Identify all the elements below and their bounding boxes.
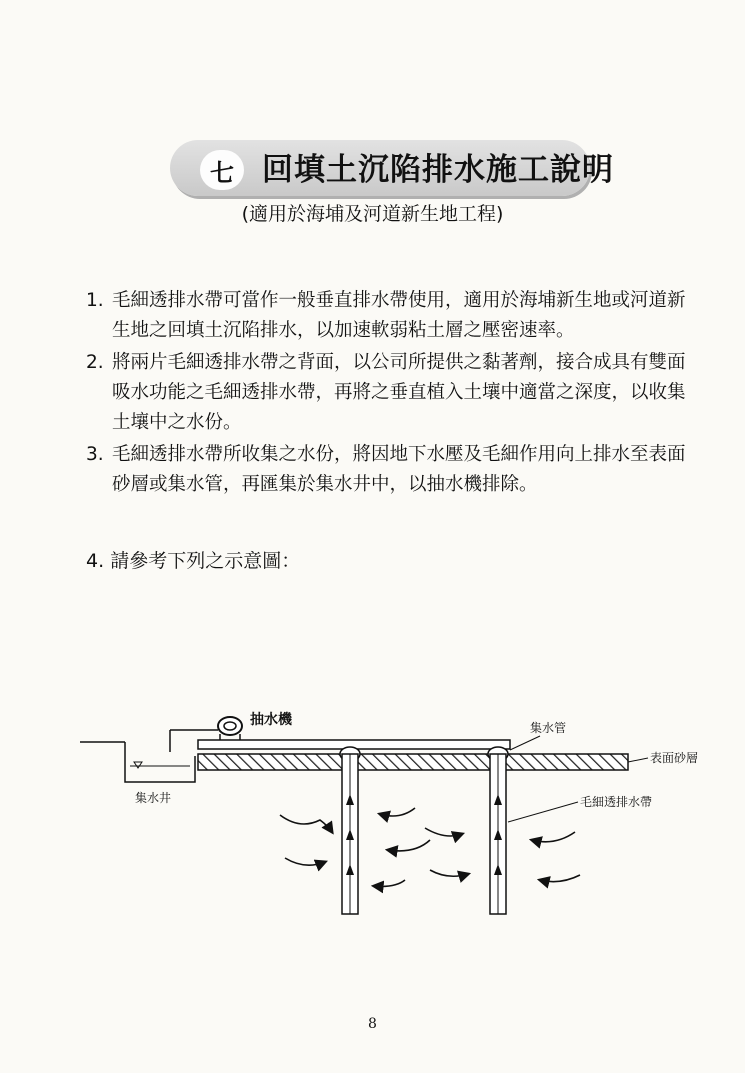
drainage-diagram xyxy=(70,690,710,920)
item-number: 2. xyxy=(86,352,104,373)
label-sump: 集水井 xyxy=(135,791,172,805)
leader-drain-belt xyxy=(508,802,578,822)
item-number: 1. xyxy=(86,290,104,311)
instruction-list xyxy=(86,286,686,502)
reference-text: 請參考下列之示意圖： xyxy=(110,550,301,572)
label-drain-belt: 毛細透排水帶 xyxy=(580,795,653,809)
section-number: 七 xyxy=(200,150,244,190)
surface-sand-layer xyxy=(198,754,628,770)
item-text: 毛細透排水帶所收集之水份，將因地下水壓及毛細作用向上排水至表面砂層或集水管，再匯集於集水井中，以抽水機排除。 xyxy=(112,444,686,495)
list-item xyxy=(86,286,686,346)
list-item xyxy=(86,348,686,438)
label-collector-pipe: 集水管 xyxy=(530,721,567,735)
water-flow-arrows xyxy=(280,808,580,886)
label-surface-sand: 表面砂層 xyxy=(650,751,699,765)
item-text: 毛細透排水帶可當作一般垂直排水帶使用，適用於海埔新生地或河道新生地之回填土沉陷排水，以加速軟弱粘土層之壓密速率。 xyxy=(112,290,686,341)
page-title: 回填土沉陷排水施工說明 xyxy=(262,152,614,188)
reference-number: 4. xyxy=(86,550,105,572)
item-number: 3. xyxy=(86,444,104,465)
leader-surface-sand xyxy=(628,758,648,762)
label-pump: 抽水機 xyxy=(250,712,292,728)
list-item xyxy=(86,440,686,500)
upflow-arrows xyxy=(346,794,502,875)
item-text: 將兩片毛細透排水帶之背面，以公司所提供之黏著劑，接合成具有雙面吸水功能之毛細透排水帶，再將之垂直植入土壤中適當之深度，以收集土壤中之水份。 xyxy=(112,352,686,433)
sump-well xyxy=(80,742,195,782)
subtitle: (適用於海埔及河道新生地工程) xyxy=(241,203,504,225)
diagram-reference xyxy=(86,546,300,576)
leader-collector-pipe xyxy=(510,736,540,750)
page-number: 8 xyxy=(368,1016,377,1032)
